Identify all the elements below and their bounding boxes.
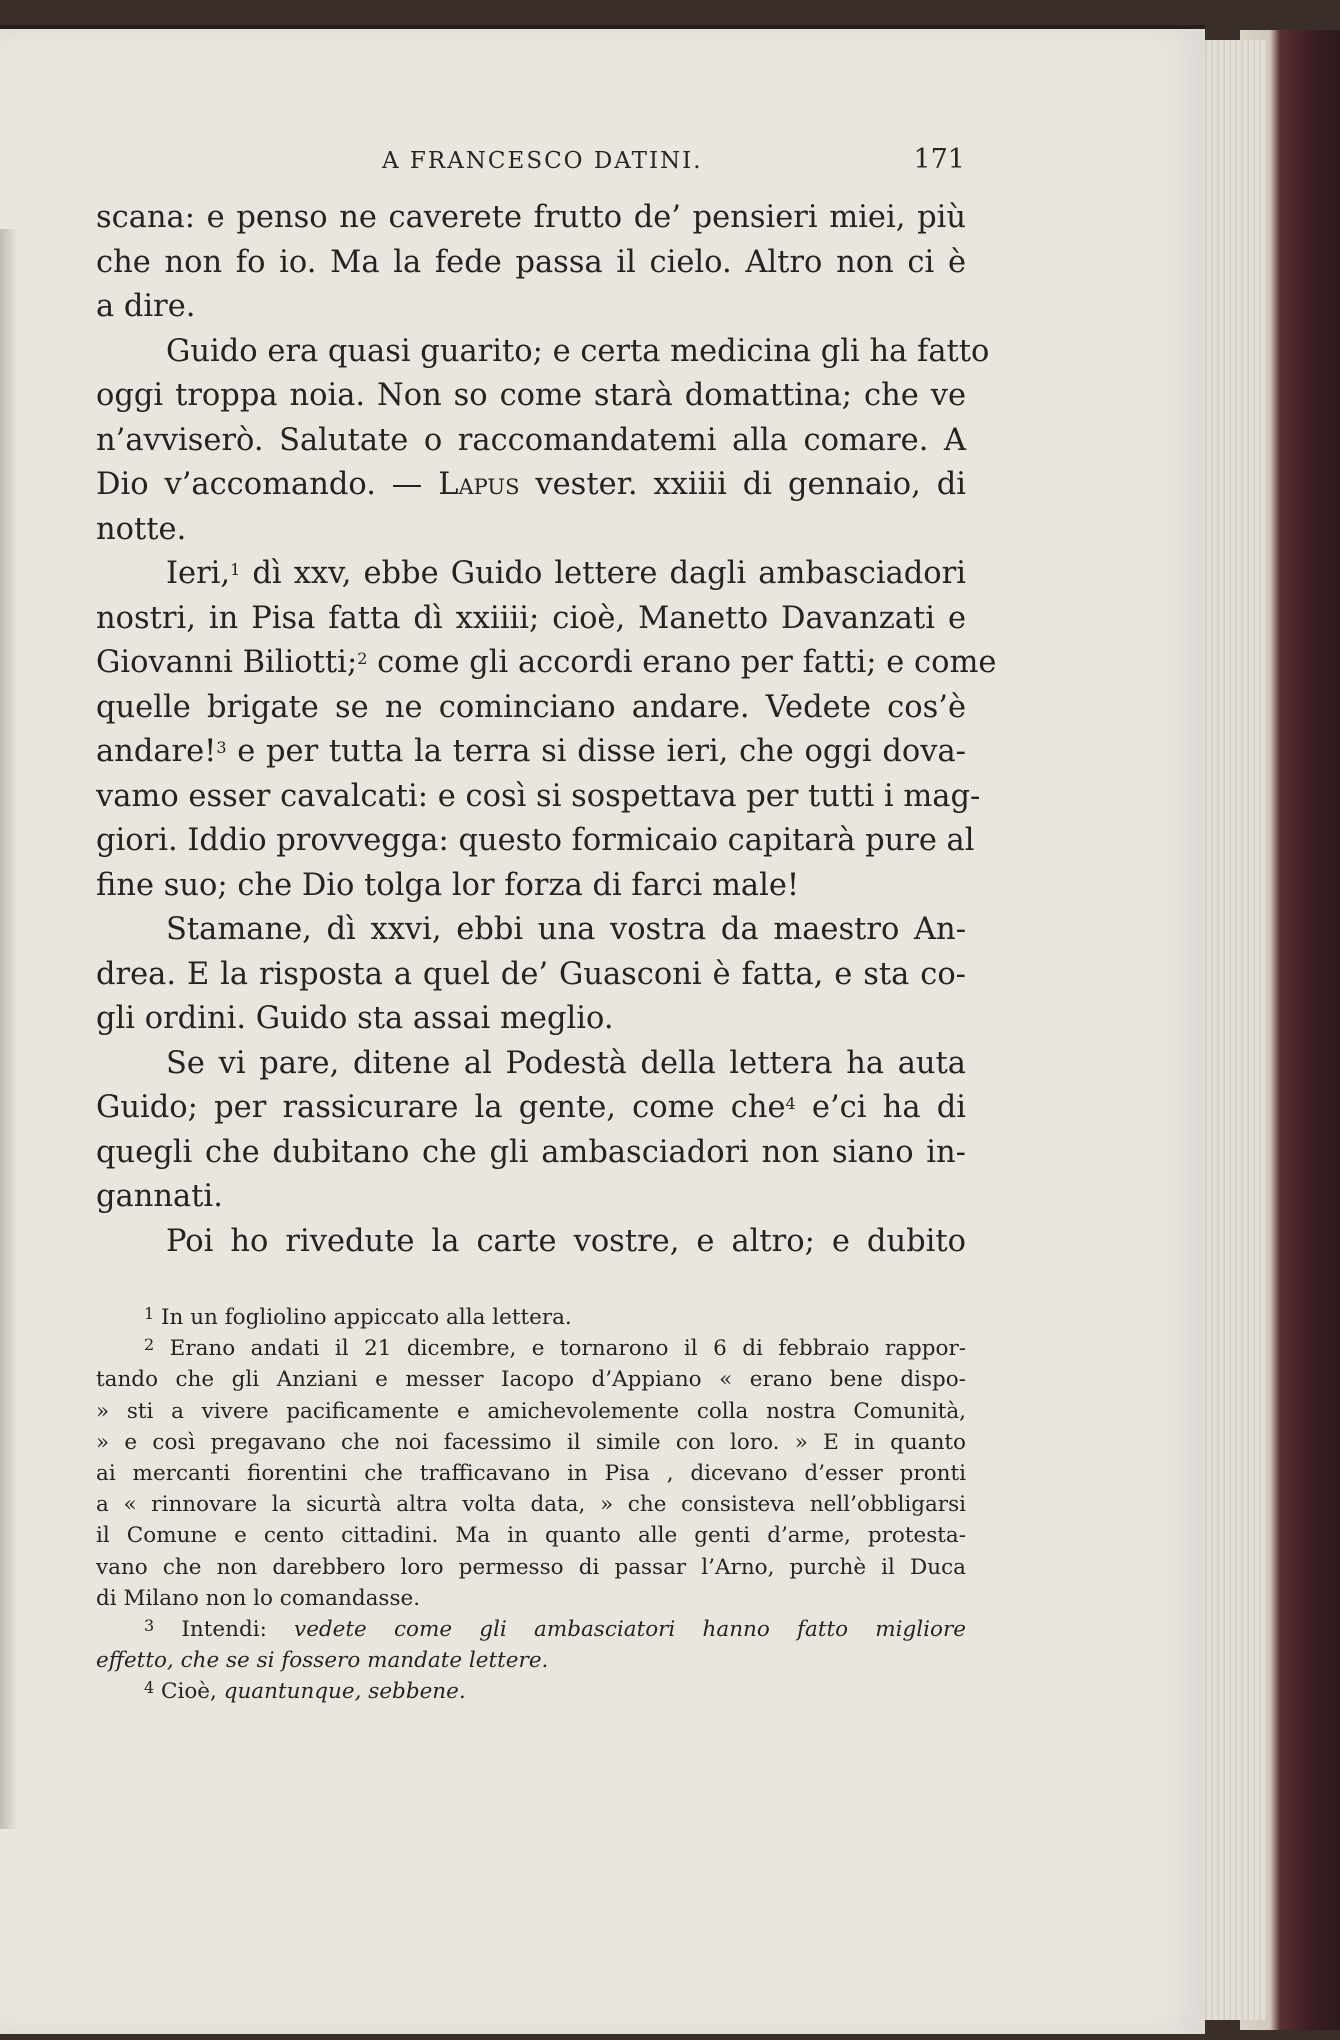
text-line: Guido era quasi guarito; e certa medicina gli ha fatto: [166, 333, 990, 369]
body-text: [96, 196, 997, 1264]
text-line: n’avviserò. Salutate o raccomandatemi alla comare. A: [96, 422, 966, 458]
text-line: [96, 463, 966, 508]
footnote-mark: 1: [144, 1304, 155, 1323]
signature: Lapus: [438, 467, 520, 502]
running-title: A FRANCESCO DATINI.: [382, 148, 703, 174]
text-line: scana: e penso ne caverete frutto de’ pensieri miei, più: [96, 200, 966, 235]
text-segment: come gli accordi erano per fatti; e come: [367, 645, 997, 680]
text-line: [96, 552, 966, 597]
text-line: Stamane, dì xxvi, ebbi una vostra da maestro An-: [166, 912, 966, 947]
text-line: [96, 641, 997, 686]
footnote-4: [96, 1676, 966, 1707]
page-edges: [1195, 40, 1266, 2020]
text-segment: e per tutta la terra si disse ieri, che oggi dova-: [226, 734, 966, 769]
text-segment: Guido; per rassicurare la gente, come che: [96, 1090, 786, 1125]
footnote-text: Intendi:: [154, 1617, 295, 1643]
footnote-line: » e così pregavano che noi facessimo il simile con loro. » E in quanto: [96, 1429, 966, 1455]
text-line: giori. Iddio provvegga: questo formicaio capitarà pure al: [96, 823, 975, 858]
text-segment: vester. xxiiii di gennaio, di: [519, 467, 966, 502]
running-header: [100, 140, 965, 184]
text-line: [96, 730, 966, 775]
footnote-mark: 2: [144, 1335, 155, 1355]
text-line: che non fo io. Ma la fede passa il cielo. Altro non ci è: [96, 244, 966, 280]
text-segment: dì xxv, ebbe Guido lettere dagli ambasciadori: [240, 556, 966, 591]
footnote-ref: 2: [357, 649, 368, 668]
footnote-line: » sti a vivere pacificamente e amichevolemente colla nostra Comunità,: [96, 1398, 966, 1424]
text-line: fine suo; che Dio tolga lor forza di farci male!: [96, 867, 800, 903]
text-line: notte.: [96, 511, 187, 547]
text-line: a dire.: [96, 289, 196, 324]
footnote-line: vano che non darebbero loro permesso di passar l’Arno, purchè il Duca: [96, 1554, 966, 1580]
text-line: nostri, in Pisa fatta dì xxiiii; cioè, Manetto Davanzati e: [96, 600, 966, 636]
page-number: 171: [913, 144, 965, 175]
footnote-line: effetto, che se si fossero mandate lettere.: [96, 1648, 549, 1674]
text-segment: Giovanni Biliotti;: [96, 645, 358, 680]
text-line: drea. E la risposta a quel de’ Guasconi è fatta, e sta co-: [96, 956, 966, 992]
footnote-mark: 3: [144, 1616, 155, 1636]
text-line: oggi troppa noia. Non so come starà domattina; che ve: [96, 378, 966, 413]
text-segment: Dio v’accomando. —: [96, 467, 439, 502]
text-line: quegli che dubitano che gli ambasciadori non siano in-: [96, 1134, 966, 1170]
adjacent-page-bleed: [0, 229, 18, 1829]
text-line: vamo esser cavalcati: e così si sospettava per tutti i mag-: [96, 778, 981, 814]
footnote-ref: 3: [216, 738, 227, 757]
text-line: quelle brigate se ne cominciano andare. Vedete cos’è: [96, 689, 966, 725]
text-line: Se vi pare, ditene al Podestà della lettera ha auta: [166, 1045, 966, 1081]
text-segment: e’ci ha di: [795, 1090, 966, 1125]
footnote-italic: quantunque, sebbene.: [223, 1679, 466, 1705]
footnote-line: a « rinnovare la sicurtà altra volta data, » che consisteva nell’obbligarsi: [96, 1492, 966, 1518]
text-line: [96, 1086, 966, 1131]
footnote-text: In un fogliolino appiccato alla lettera.: [154, 1305, 572, 1330]
footnote-text: Cioè,: [154, 1679, 224, 1705]
footnote-line: di Milano non lo comandasse.: [96, 1585, 421, 1611]
text-line: Poi ho rivedute la carte vostre, e altro; e dubito: [166, 1223, 966, 1259]
footnote-ref: 1: [230, 560, 241, 579]
footnote-2: [96, 1333, 966, 1364]
footnote-mark: 4: [144, 1678, 155, 1698]
footnote-italic: vedete come gli ambasciatori hanno fatto migliore: [294, 1617, 966, 1643]
footnote-1: [96, 1302, 966, 1333]
footnote-line: ai mercanti fiorentini che trafficavano in Pisa , dicevano d’esser pronti: [96, 1461, 966, 1487]
footnote-line: tando che gli Anziani e messer Iacopo d’Appiano « erano bene dispo-: [96, 1367, 966, 1393]
footnotes: [96, 1302, 966, 1708]
footnote-text: Erano andati il 21 dicembre, e tornarono il 6 di febbraio rappor-: [154, 1336, 966, 1362]
text-line: gannati.: [96, 1179, 223, 1214]
footnote-line: il Comune e cento cittadini. Ma in quanto alle genti d’arme, protesta-: [96, 1523, 966, 1549]
footnote-ref: 4: [785, 1094, 796, 1113]
text-segment: andare!: [96, 734, 217, 769]
text-line: gli ordini. Guido sta assai meglio.: [96, 1001, 614, 1036]
footnote-3: [96, 1614, 966, 1645]
text-segment: Ieri,: [166, 556, 231, 591]
